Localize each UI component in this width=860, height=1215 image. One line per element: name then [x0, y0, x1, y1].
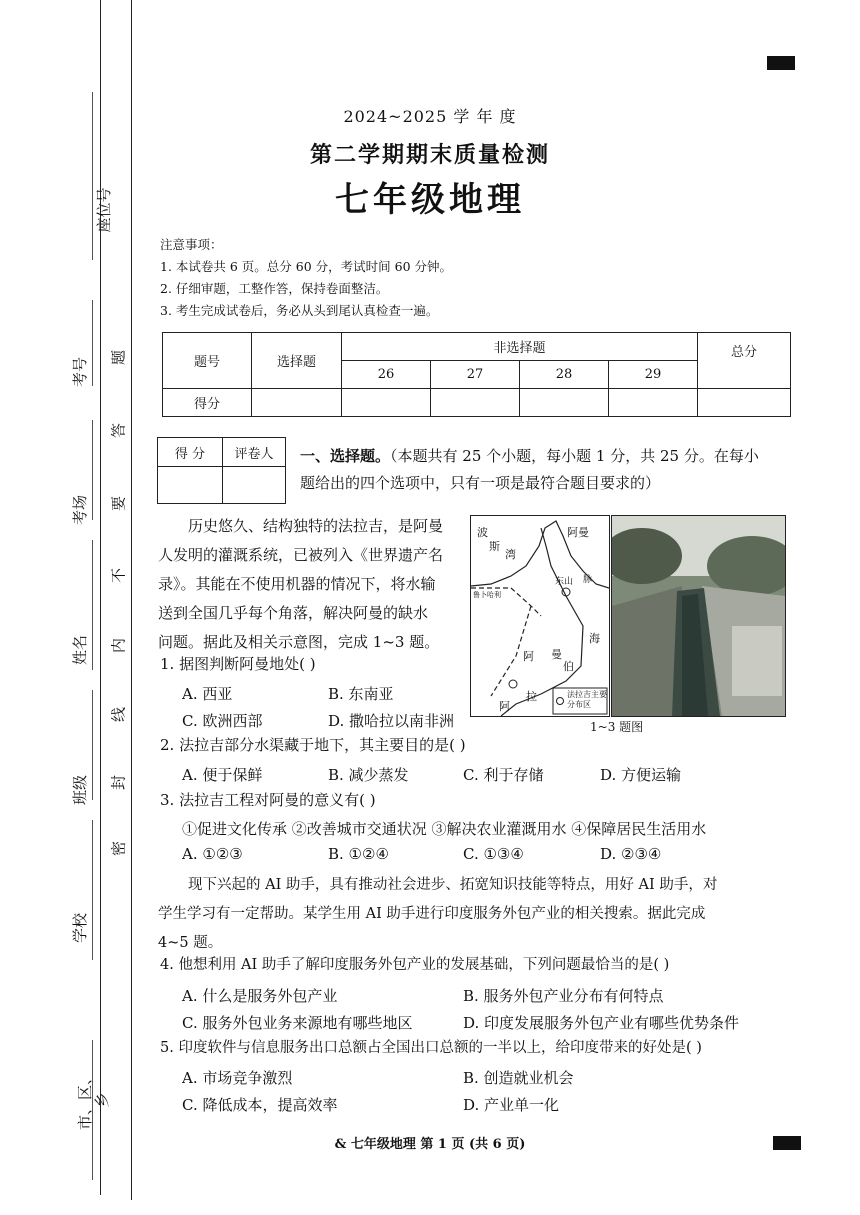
seal-char-xian: 线	[109, 707, 128, 723]
field-seat-number: 座位号	[95, 187, 113, 233]
question-5-option-b[interactable]: B. 创造就业机会	[463, 1069, 574, 1087]
passage-line: 送到全国几乎每个角落，解决阿曼的缺水	[158, 604, 429, 622]
map-legend-text: 法拉吉主要分布区	[567, 690, 607, 709]
table-col-27: 27	[431, 361, 520, 389]
table-col-28: 28	[520, 361, 609, 389]
falaj-photo	[611, 515, 786, 717]
question-1-option-d[interactable]: D. 撒哈拉以南非洲	[328, 712, 455, 730]
question-3-option-d[interactable]: D. ②③④	[600, 845, 662, 863]
question-3-option-b[interactable]: B. ①②④	[328, 845, 389, 863]
seal-char-ti: 题	[109, 350, 128, 366]
seal-char-bu: 不	[109, 568, 128, 584]
section-desc: （本题共有 25 个小题，每小题 1 分，共 25 分。在每小	[390, 447, 759, 465]
map-label-bo: 波	[477, 526, 488, 539]
exam-name: 第二学期期末质量检测	[309, 142, 550, 168]
grader-score-cell[interactable]	[158, 467, 223, 504]
map-label-man: 曼	[551, 648, 562, 661]
map-label-a2: 阿	[499, 700, 510, 713]
notes-heading: 注意事项：	[160, 237, 223, 252]
question-3-option-c[interactable]: C. ①③④	[463, 845, 524, 863]
question-5-option-c[interactable]: C. 降低成本，提高效率	[182, 1096, 338, 1114]
score-cell[interactable]	[609, 389, 698, 417]
name-blank	[92, 540, 93, 670]
field-school: 学校	[71, 913, 89, 944]
score-cell[interactable]	[431, 389, 520, 417]
score-cell[interactable]	[520, 389, 609, 417]
question-3-statements: ①促进文化传承 ②改善城市交通状况 ③解决农业灌溉用水 ④保障居民生活用水	[182, 820, 707, 838]
map-label-rub: 鲁卜哈利	[473, 591, 501, 599]
field-exam-room: 考场	[71, 495, 89, 526]
exam-room-blank	[92, 420, 93, 520]
school-blank	[92, 820, 93, 960]
question-5-stem: 5. 印度软件与信息服务出口总额占全国出口总额的一半以上，给印度带来的好处是( )	[160, 1040, 702, 1056]
grader-score-label: 得 分	[158, 438, 223, 467]
seal-char-yao: 要	[109, 496, 128, 512]
field-name: 姓名	[71, 635, 89, 666]
section-heading	[300, 442, 759, 471]
oman-map	[470, 515, 610, 717]
seal-char-nei: 内	[109, 638, 128, 654]
field-region: 市、区、乡	[76, 1070, 111, 1131]
question-2-option-b[interactable]: B. 减少蒸发	[328, 766, 409, 784]
seal-char-mi: 密	[109, 841, 128, 857]
figure-caption: 1~3 题图	[590, 720, 644, 734]
question-2-option-d[interactable]: D. 方便运输	[600, 766, 682, 784]
falaj-site-marker	[509, 680, 517, 688]
score-cell[interactable]	[252, 389, 342, 417]
map-label-la: 拉	[526, 690, 537, 703]
field-class: 班级	[71, 775, 89, 806]
grader-name-label: 评卷人	[223, 438, 286, 467]
map-label-si: 斯	[489, 540, 500, 553]
passage-line: 4~5 题。	[158, 935, 223, 951]
map-label-mai: 脉	[583, 575, 593, 585]
question-2-stem: 2. 法拉吉部分水渠藏于地下，其主要目的是( )	[160, 736, 466, 754]
passage-1	[158, 512, 470, 657]
school-year: 2024~2025 学 年 度	[343, 107, 517, 126]
field-exam-id: 考号	[71, 357, 89, 388]
question-3-stem: 3. 法拉吉工程对阿曼的意义有( )	[160, 791, 376, 809]
question-4-option-c[interactable]: C. 服务外包业务来源地有哪些地区	[182, 1014, 413, 1032]
grader-box	[157, 437, 286, 504]
registration-mark-top	[767, 56, 795, 70]
section-title: 一、选择题。	[300, 447, 391, 465]
note-item: 2. 仔细审题，工整作答，保持卷面整洁。	[160, 281, 389, 296]
table-head-non-choice: 非选择题	[342, 333, 698, 361]
passage-line: 录》。其能在不使用机器的情况下，将水输	[158, 575, 436, 593]
table-col-29: 29	[609, 361, 698, 389]
question-2-option-c[interactable]: C. 利于存储	[463, 766, 544, 784]
question-1-option-b[interactable]: B. 东南亚	[328, 685, 394, 703]
question-1-option-c[interactable]: C. 欧洲西部	[182, 712, 263, 730]
passage-line: 现下兴起的 AI 助手，具有推动社会进步、拓宽知识技能等特点，用好 AI 助手，对	[188, 877, 718, 893]
map-label-wan: 湾	[505, 548, 516, 561]
question-4-option-d[interactable]: D. 印度发展服务外包产业有哪些优势条件	[463, 1014, 740, 1032]
score-table	[162, 332, 791, 417]
passage-line: 问题。据此及相关示意图，完成 1~3 题。	[158, 633, 440, 651]
table-col-26: 26	[342, 361, 431, 389]
map-label-oman-gulf: 阿曼	[567, 526, 589, 539]
question-5-option-a[interactable]: A. 市场竞争激烈	[182, 1069, 293, 1087]
seal-char-da: 答	[109, 423, 128, 439]
score-cell[interactable]	[698, 389, 791, 417]
map-label-bo2: 伯	[563, 660, 574, 673]
question-2-option-a[interactable]: A. 便于保鲜	[182, 766, 263, 784]
question-4-stem: 4. 他想利用 AI 助手了解印度服务外包产业的发展基础，下列问题最恰当的是( )	[160, 957, 670, 973]
passage-line: 历史悠久、结构独特的法拉吉，是阿曼	[188, 517, 444, 535]
question-3-option-a[interactable]: A. ①②③	[182, 845, 243, 863]
table-head-choice: 选择题	[252, 333, 342, 389]
notes-block	[160, 234, 452, 322]
table-head-number: 题号	[163, 333, 252, 389]
question-4-option-b[interactable]: B. 服务外包产业分布有何特点	[463, 987, 664, 1005]
exam-id-blank	[92, 300, 93, 386]
question-5-option-d[interactable]: D. 产业单一化	[463, 1096, 560, 1114]
grader-name-cell[interactable]	[223, 467, 286, 504]
map-label-mountain: 东山	[555, 577, 574, 587]
subject-title: 七年级地理	[335, 180, 525, 220]
note-item: 1. 本试卷共 6 页。总分 60 分，考试时间 60 分钟。	[160, 259, 453, 274]
passage-line: 学生学习有一定帮助。某学生用 AI 助手进行印度服务外包产业的相关搜索。据此完成	[158, 906, 706, 922]
seal-char-feng: 封	[109, 775, 128, 791]
passage-line: 人发明的灌溉系统，已被列入《世界遗产名	[158, 546, 444, 564]
class-blank	[92, 690, 93, 800]
question-1-option-a[interactable]: A. 西亚	[182, 685, 233, 703]
question-4-option-a[interactable]: A. 什么是服务外包产业	[182, 987, 338, 1005]
passage-2	[158, 871, 798, 958]
table-row-score-label: 得分	[163, 389, 252, 417]
note-item: 3. 考生完成试卷后，务必从头到尾认真检查一遍。	[160, 303, 439, 318]
page-footer: & 七年级地理 第 1 页 (共 6 页)	[334, 1137, 526, 1152]
map-label-a: 阿	[523, 650, 534, 663]
map-label-sea: 海	[589, 632, 600, 645]
photo-svg	[612, 516, 785, 716]
score-cell[interactable]	[342, 389, 431, 417]
section-desc-line2: 题给出的四个选项中，只有一项是最符合题目要求的）	[300, 474, 661, 492]
question-1-stem: 1. 据图判断阿曼地处( )	[160, 655, 316, 673]
table-head-total: 总分	[698, 333, 791, 389]
